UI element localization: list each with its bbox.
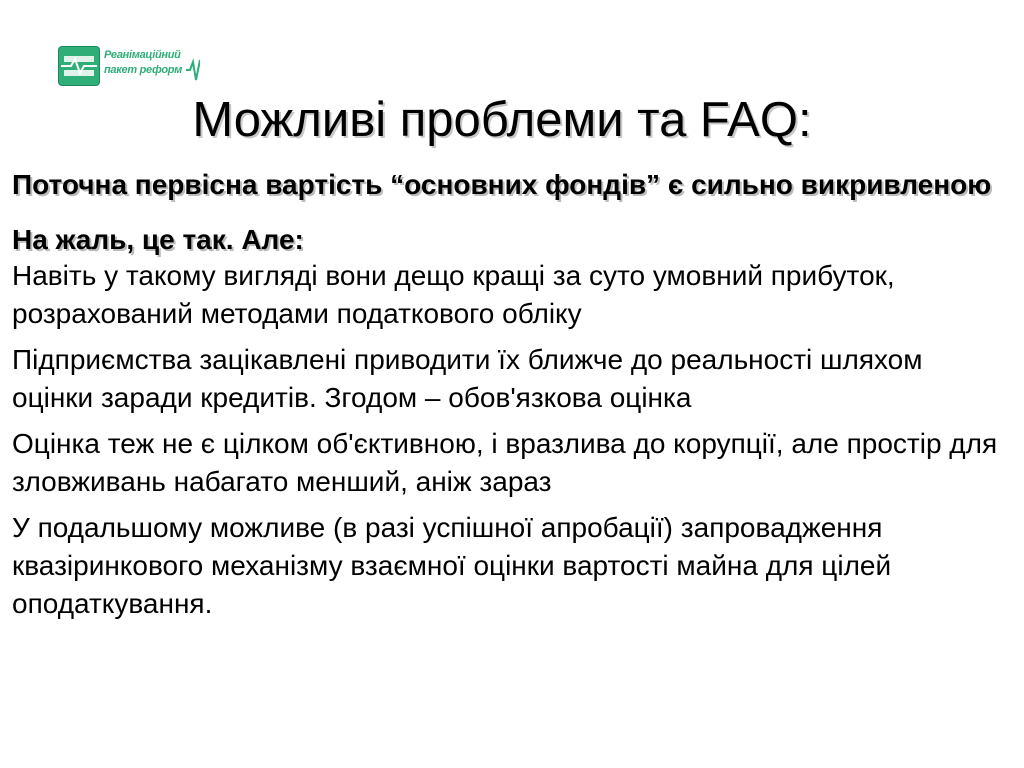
- answer-intro: На жаль, це так. Але:: [12, 224, 304, 255]
- logo-line-1: Реанімаційний: [104, 49, 181, 61]
- question-heading: Поточна первісна вартість “основних фондів” є сильно викривленою: [12, 169, 992, 200]
- slide-content: [12, 168, 1002, 623]
- pulse-icon: [59, 47, 99, 85]
- heartbeat-icon: [186, 56, 200, 84]
- paragraph-2: Підприємства зацікавлені приводити їх ближче до реальності шляхом оцінки заради кредитів. Згодом – обов'язкова оцінка: [12, 344, 923, 413]
- logo: [58, 44, 200, 86]
- paragraph-3: Оцінка теж не є цілком об'єктивною, і вразлива до корупції, але простір для зловживань набагато менший, аніж зараз: [12, 428, 998, 497]
- paragraph-1: Навіть у такому вигляді вони дещо кращі за суто умовний прибуток, розрахований методами податкового обліку: [12, 260, 895, 329]
- logo-badge: [58, 46, 100, 86]
- paragraph-4: У подальшому можливе (в разі успішної апробації) запровадження квазіринкового механізму взаємної оцінки вартості майна для цілей оподаткування.: [12, 512, 892, 619]
- logo-text: [104, 48, 198, 78]
- logo-line-2: пакет реформ: [104, 64, 182, 76]
- slide-title: Можливі проблеми та FAQ:: [192, 93, 812, 147]
